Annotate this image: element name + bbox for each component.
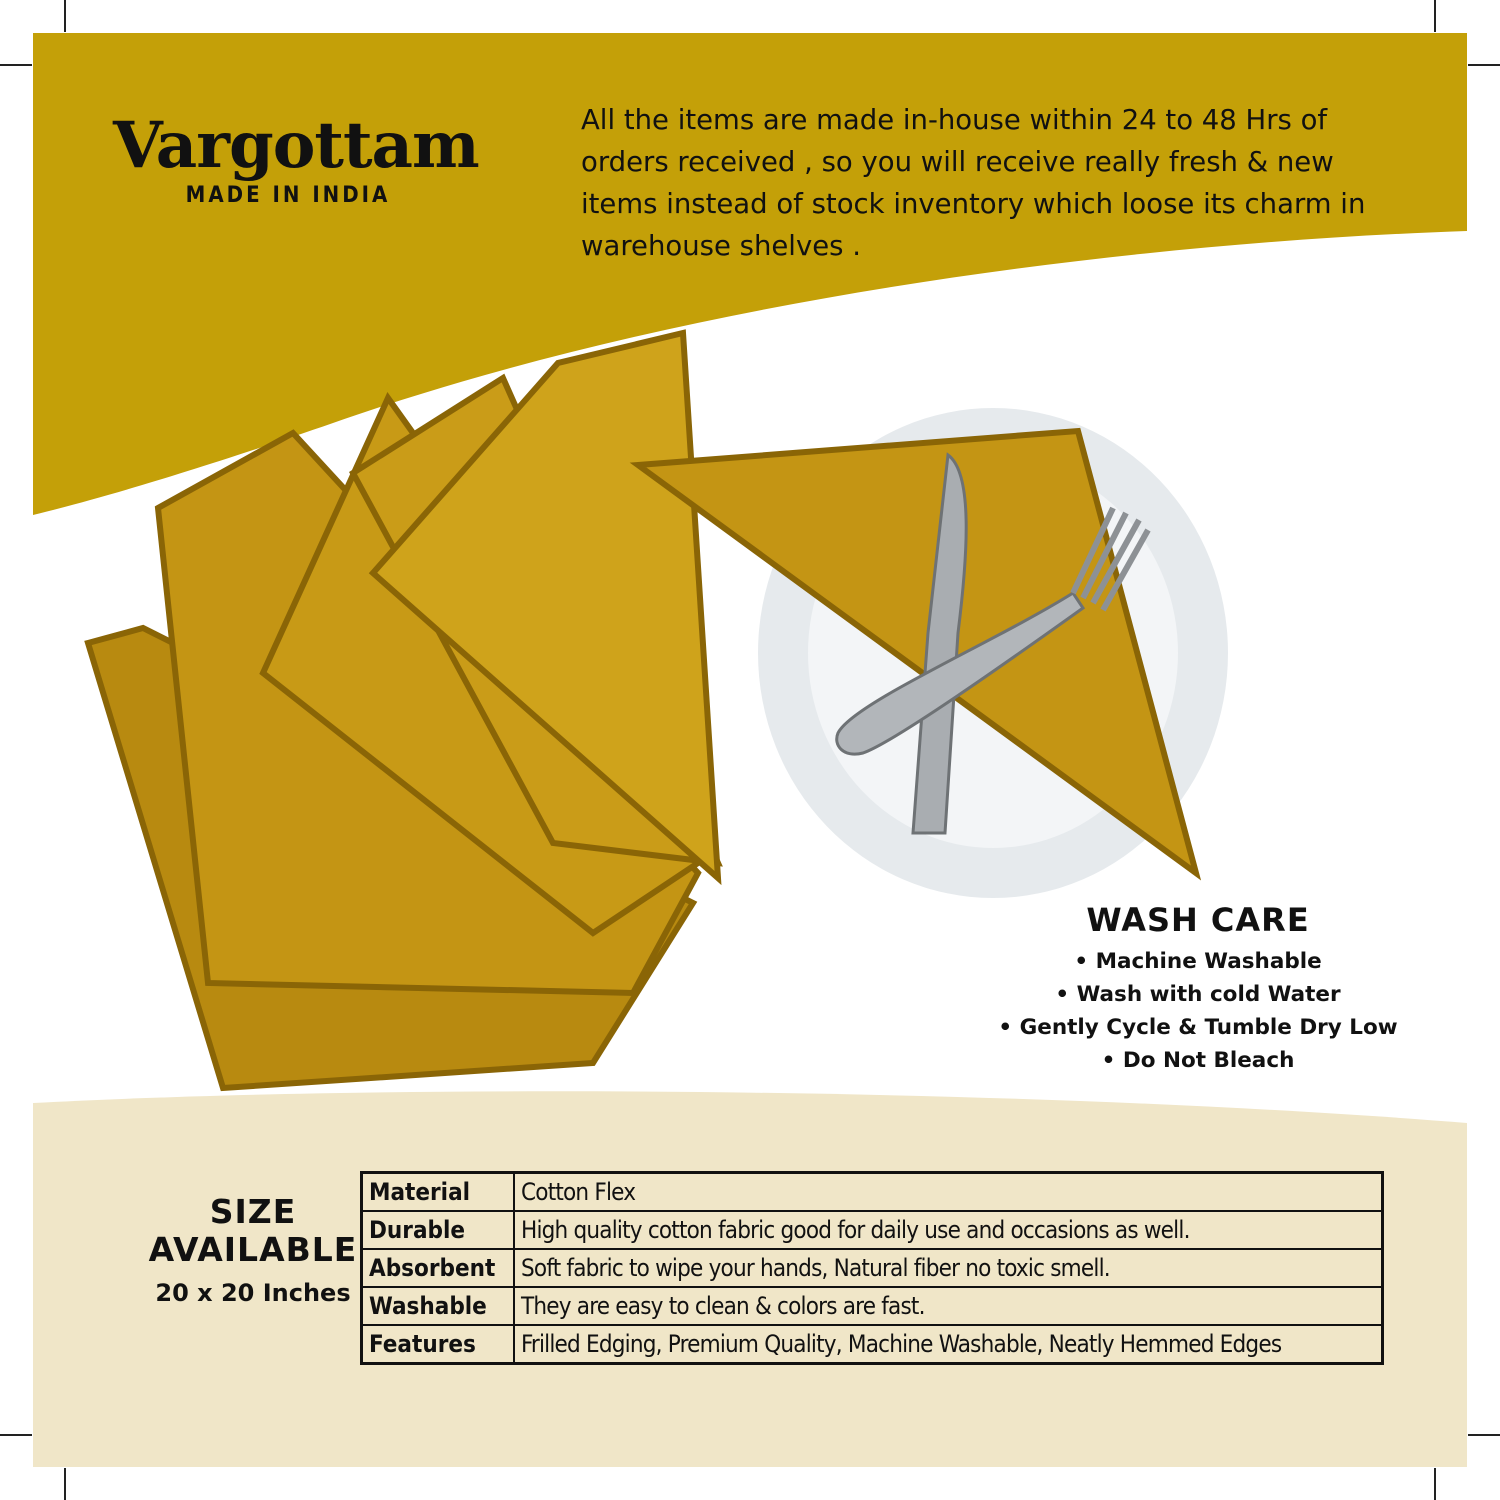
product-panel: [33, 33, 1467, 1467]
crop-mark: [1434, 1468, 1436, 1500]
wash-care-item: • Gently Cycle & Tumble Dry Low: [993, 1011, 1403, 1044]
intro-paragraph: All the items are made in-house within 24 to 48 Hrs of orders received , so you will receive really fresh & new items instead of stock inventory which loose its charm in warehouse shelves .: [581, 104, 1366, 262]
table-row: [362, 1325, 1383, 1364]
spec-value: Soft fabric to wipe your hands, Natural fiber no toxic smell.: [514, 1249, 1383, 1287]
crop-mark: [64, 0, 66, 32]
table-row: [362, 1211, 1383, 1249]
spec-value: High quality cotton fabric good for daily use and occasions as well.: [514, 1211, 1383, 1249]
size-section: [103, 1193, 403, 1307]
table-row: [362, 1249, 1383, 1287]
crop-mark: [1468, 64, 1500, 66]
crop-mark: [64, 1468, 66, 1500]
spec-label: Features: [362, 1325, 515, 1364]
crop-mark: [0, 64, 32, 66]
spec-label: Durable: [362, 1211, 515, 1249]
spec-label: Absorbent: [362, 1249, 515, 1287]
crop-mark: [1434, 0, 1436, 32]
spec-table: [360, 1171, 1384, 1365]
brand-tagline: MADE IN INDIA: [185, 183, 391, 208]
spec-value: Cotton Flex: [514, 1173, 1383, 1212]
wash-care-item: • Machine Washable: [993, 945, 1403, 978]
crop-mark: [1468, 1434, 1500, 1436]
spec-value: They are easy to clean & colors are fast.: [514, 1287, 1383, 1325]
table-row: [362, 1173, 1383, 1212]
size-value: 20 x 20 Inches: [155, 1279, 351, 1307]
wash-care-list: [993, 945, 1403, 1077]
spec-label: Material: [362, 1173, 515, 1212]
crop-mark: [0, 1434, 32, 1436]
wash-care-item: • Do Not Bleach: [993, 1044, 1403, 1077]
brand-name: Vargottam: [113, 108, 479, 183]
wash-care-item: • Wash with cold Water: [993, 978, 1403, 1011]
spec-value: Frilled Edging, Premium Quality, Machine Washable, Neatly Hemmed Edges: [514, 1325, 1383, 1364]
wash-care-title: WASH CARE: [1086, 901, 1310, 939]
table-row: [362, 1287, 1383, 1325]
size-title-line2: AVAILABLE: [148, 1230, 358, 1269]
size-title-line1: SIZE: [209, 1192, 297, 1231]
spec-label: Washable: [362, 1287, 515, 1325]
napkin-fan: [88, 333, 718, 1088]
wash-care-section: [993, 901, 1403, 1077]
